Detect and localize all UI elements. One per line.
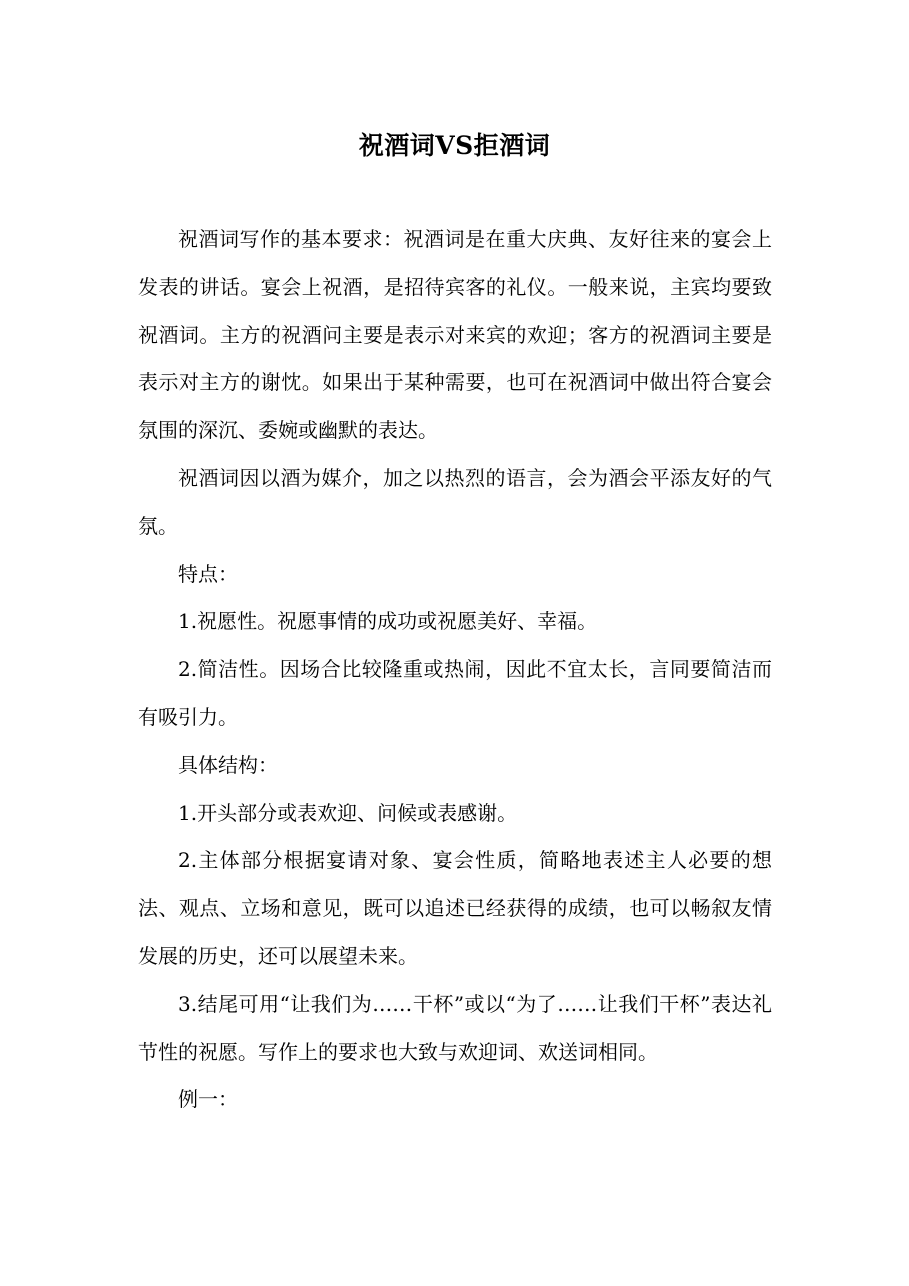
feature-item-2: 2.简洁性。因场合比较隆重或热闹，因此不宜太长，言同要简洁而有吸引力。 xyxy=(138,657,772,729)
structure-item-1: 1.开头部分或表欢迎、问候或表感谢。 xyxy=(178,800,518,825)
document-title: 祝酒词VS拒酒词 xyxy=(358,131,551,160)
paragraph-requirements: 祝酒词写作的基本要求：祝酒词是在重大庆典、友好往来的宴会上发表的讲话。宴会上祝酒，是招待宾客的礼仪。一般来说，主宾均要致祝酒词。主方的祝酒问主要是表示对来宾的欢迎；客方的祝酒词主要是表示对主方的谢忱。如果出于某种需要，也可在祝酒词中做出符合宴会氛围的深沉、委婉或幽默的表达。 xyxy=(138,227,772,443)
heading-structure: 具体结构： xyxy=(178,752,278,777)
feature-item-1: 1.祝愿性。祝愿事情的成功或祝愿美好、幸福。 xyxy=(178,609,598,634)
heading-features: 特点： xyxy=(178,561,238,586)
structure-item-3: 3.结尾可用“让我们为……干杯”或以“为了……让我们干杯”表达礼节性的祝愿。写作上的要求也大致与欢迎词、欢送词相同。 xyxy=(138,991,772,1064)
example-heading: 例一： xyxy=(178,1087,238,1112)
structure-item-2: 2.主体部分根据宴请对象、宴会性质，简略地表述主人必要的想法、观点、立场和意见，既可以追述已经获得的成绩，也可以畅叙友情发展的历史，还可以展望未来。 xyxy=(138,848,772,968)
paragraph-atmosphere: 祝酒词因以酒为媒介，加之以热烈的语言，会为酒会平添友好的气氛。 xyxy=(138,465,772,538)
document-body xyxy=(138,216,772,1124)
